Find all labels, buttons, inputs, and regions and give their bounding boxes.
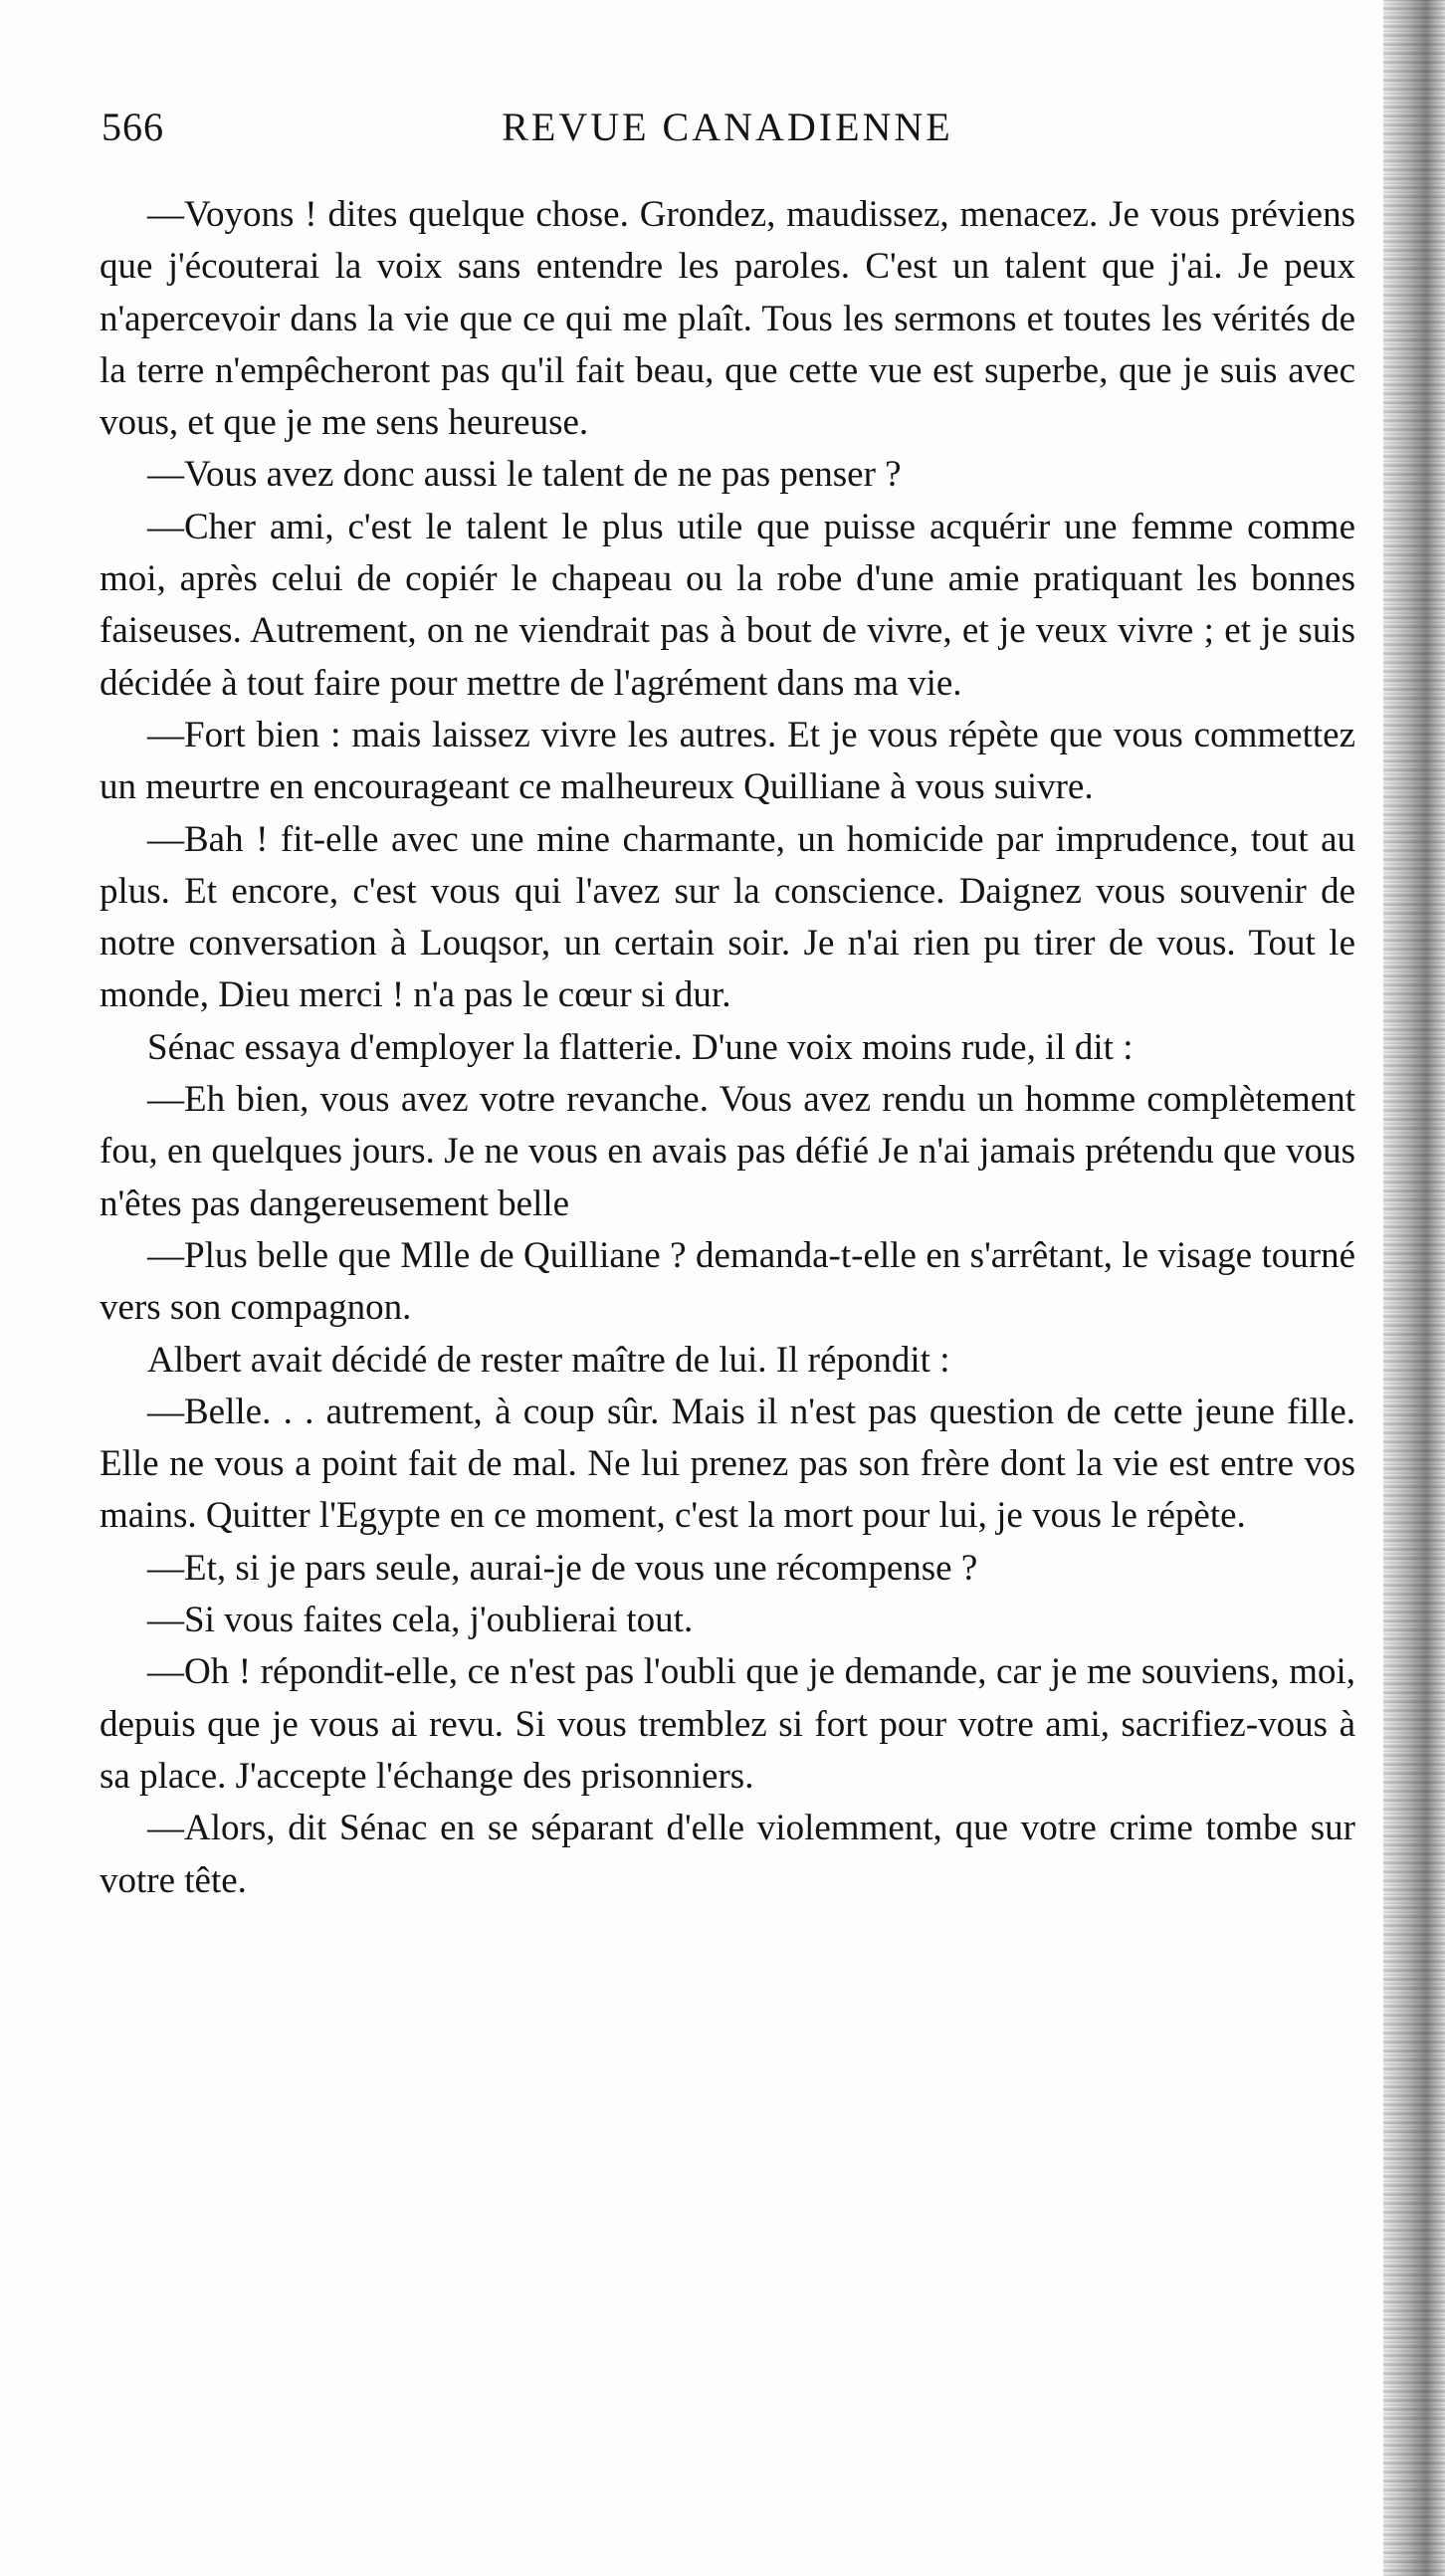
paragraph: —Bah ! fit-elle avec une mine charmante, un homicide par imprudence, tout au plus. Et encore, c'est vous qui l'avez sur la conscience. Daignez vous souvenir de notre conversation à Louqsor, un certain soir. Je n'ai rien pu tirer de vous. Tout le monde, Dieu merci ! n'a pas le cœur si dur. bbox=[100, 818, 1355, 1016]
paragraph: Albert avait décidé de rester maître de lui. Il répondit : bbox=[147, 1339, 950, 1381]
page-header bbox=[102, 104, 1353, 163]
paragraph: Sénac essaya d'employer la flatterie. D'une voix moins rude, il dit : bbox=[147, 1026, 1134, 1068]
paragraph: —Alors, dit Sénac en se séparant d'elle violemment, que votre crime tombe sur votre tête. bbox=[100, 1808, 1355, 1901]
paragraph: —Et, si je pars seule, aurai-je de vous une récompense ? bbox=[147, 1547, 978, 1589]
running-title: REVUE CANADIENNE bbox=[502, 105, 953, 149]
body-text bbox=[100, 189, 1355, 1907]
paragraph: —Oh ! répondit-elle, ce n'est pas l'oubli que je demande, car je me souviens, moi, depuis que je vous ai revu. Si vous tremblez si fort pour votre ami, sacrifiez-vous à sa place. J'accepte l'échange des prisonniers. bbox=[100, 1651, 1355, 1797]
page-edge-shadow bbox=[1383, 0, 1445, 2576]
paragraph: —Plus belle que Mlle de Quilliane ? demanda-t-elle en s'arrêtant, le visage tourné vers son compagnon. bbox=[100, 1234, 1355, 1329]
paragraph: —Belle. . . autrement, à coup sûr. Mais il n'est pas question de cette jeune fille. Elle ne vous a point fait de mal. Ne lui prenez pas son frère dont la vie est entre vos mains. Quitter l'Egypte en ce moment, c'est la mort pour lui, je vous le répète. bbox=[100, 1391, 1355, 1537]
paragraph: —Vous avez donc aussi le talent de ne pas penser ? bbox=[147, 454, 902, 496]
paragraph: —Voyons ! dites quelque chose. Grondez, maudissez, menacez. Je vous préviens que j'écouterai la voix sans entendre les paroles. C'est un talent que j'ai. Je peux n'apercevoir dans la vie que ce qui me plaît. Tous les sermons et toutes les vérités de la terre n'empêcheront pas qu'il fait beau, que cette vue est superbe, que je suis avec vous, et que je me sens heureuse. bbox=[100, 194, 1355, 444]
paragraph: —Fort bien : mais laissez vivre les autres. Et je vous répète que vous commettez un meurtre en encourageant ce malheureux Quilliane à vous suivre. bbox=[100, 714, 1355, 808]
page-number: 566 bbox=[102, 105, 164, 149]
paragraph: —Cher ami, c'est le talent le plus utile que puisse acquérir une femme comme moi, après celui de copiér le chapeau ou la robe d'une amie pratiquant les bonnes faiseuses. Autrement, on ne viendrait pas à bout de vivre, et je veux vivre ; et je suis décidée à tout faire pour mettre de l'agrément dans ma vie. bbox=[100, 506, 1355, 704]
paragraph: —Si vous faites cela, j'oublierai tout. bbox=[147, 1600, 694, 1641]
paragraph: —Eh bien, vous avez votre revanche. Vous avez rendu un homme complètement fou, en quelques jours. Je ne vous en avais pas défié Je n'ai jamais prétendu que vous n'êtes pas dangereusement belle bbox=[100, 1079, 1355, 1224]
